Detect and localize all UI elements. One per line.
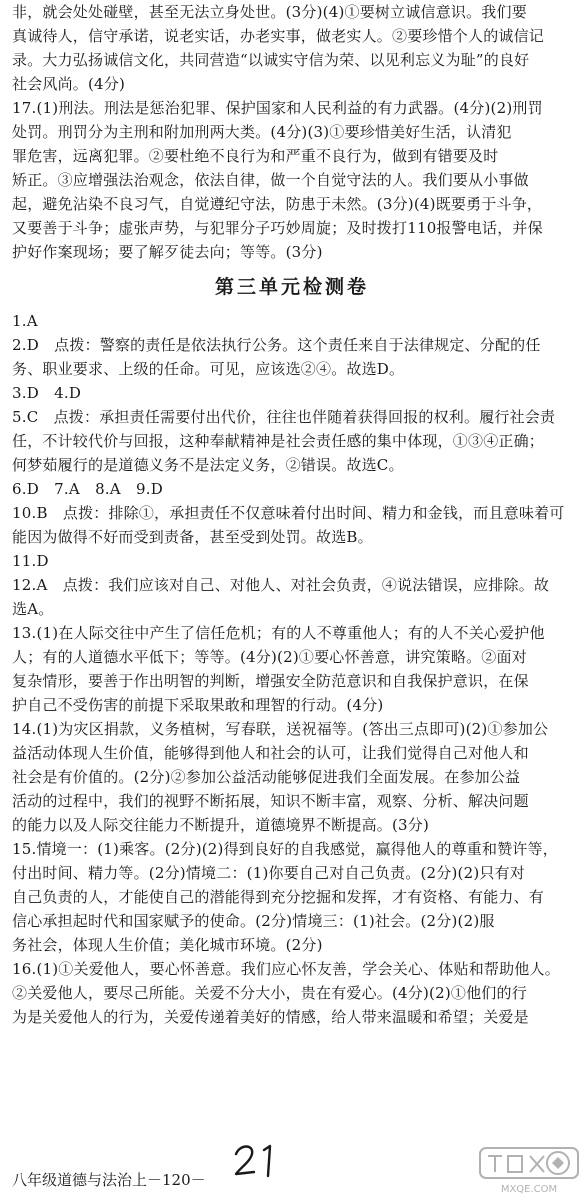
text-line: 6.D 7.A 8.A 9.D: [12, 480, 163, 498]
page-footer: 八年级道德与法治上－120－: [12, 1171, 206, 1189]
text-line: 16.(1)①关爱他人，要心怀善意。我们应心怀友善，学会关心、体贴和帮助他人。: [12, 960, 560, 978]
text-line: 真诚待人，信守承诺，说老实话，办老实事，做老实人。②要珍惜个人的诚信记: [12, 27, 545, 45]
text-line: 17.(1)刑法。刑法是惩治犯罪、保护国家和人民利益的有力武器。(4分)(2)刑罚: [12, 99, 543, 117]
text-line: 10.B 点拨：排除①，承担责任不仅意味着付出时间、精力和金钱，而且意味着可: [12, 504, 565, 522]
text-line: 矫正。③应增强法治观念，依法自律，做一个自觉守法的人。我们要从小事做: [12, 171, 529, 189]
watermark-url: MXQE.COM: [500, 1184, 558, 1195]
text-line: 13.(1)在人际交往中产生了信任危机；有的人不尊重他人；有的人不关心爱护他: [12, 624, 545, 642]
text-line: 的能力以及人际交往能力不断提升，道德境界不断提高。(3分): [12, 816, 430, 834]
text-line: 14.(1)为灾区捐款，义务植树，写春联，送祝福等。(答出三点即可)(2)①参加公: [12, 720, 549, 738]
text-line: 1.A: [12, 312, 38, 330]
text-line: 为是关爱他人的行为，关爱传递着美好的情感，给人带来温暖和希望；关爱是: [12, 1008, 529, 1026]
text-line: 益活动体现人生价值，能够得到他人和社会的认可，让我们觉得自己对他人和: [12, 744, 529, 762]
watermark-logo: [478, 1146, 580, 1196]
text-line: 选A。: [12, 600, 54, 618]
text-line: 信心承担起时代和国家赋予的使命。(2分)情境三：(1)社会。(2分)(2)服: [12, 912, 495, 930]
text-line: 付出时间、精力等。(2分)情境二：(1)你要自己对自己负责。(2分)(2)只有对: [12, 864, 525, 882]
text-line: 人；有的人道德水平低下；等等。(4分)(2)①要心怀善意，讲究策略。②面对: [12, 648, 527, 666]
text-line: 务、职业要求、上级的任命。可见，应该选②④。故选D。: [12, 360, 405, 378]
text-line: 非，就会处处碰壁，甚至无法立身处世。(3分)(4)①要树立诚信意识。我们要: [12, 3, 527, 21]
text-line: ②关爱他人，要尽己所能。关爱不分大小，贵在有爱心。(4分)(2)①他们的行: [12, 984, 527, 1002]
text-line: 社会风尚。(4分): [12, 75, 126, 93]
text-line: 处罚。刑罚分为主刑和附加刑两大类。(4分)(3)①要珍惜美好生活，认清犯: [12, 123, 512, 141]
text-line: 5.C 点拨：承担责任需要付出代价，往往也伴随着获得回报的权利。履行社会责: [12, 408, 556, 426]
text-line: 自己负责的人，才能使自己的潜能得到充分挖掘和发挥，才有资格、有能力、有: [12, 888, 545, 906]
text-line: 护自己不受伤害的前提下采取果敢和理智的行动。(4分): [12, 696, 384, 714]
text-line: 能因为做得不好而受到责备，甚至受到处罚。故选B。: [12, 528, 373, 546]
handwritten-number: [232, 1142, 282, 1180]
text-line: 护好作案现场；要了解歹徒去向；等等。(3分): [12, 243, 323, 261]
text-line: 罪危害，远离犯罪。②要杜绝不良行为和严重不良行为，做到有错要及时: [12, 147, 499, 165]
text-line: 何梦茹履行的是道德义务不是法定义务，②错误。故选C。: [12, 456, 404, 474]
text-line: 11.D: [12, 552, 49, 570]
text-line: 社会是有价值的。(2分)②参加公益活动能够促进我们全面发展。在参加公益: [12, 768, 521, 786]
text-line: 12.A 点拨：我们应该对自己、对他人、对社会负责，④说法错误，应排除。故: [12, 576, 550, 594]
text-line: 3.D 4.D: [12, 384, 82, 402]
text-line: 任，不计较代价与回报，这种奉献精神是社会责任感的集中体现，①③④正确；: [12, 432, 545, 450]
text-line: 又要善于斗争；虚张声势，与犯罪分子巧妙周旋；及时拨打110报警电话，并保: [12, 219, 543, 237]
text-line: 复杂情形，要善于作出明智的判断，增强安全防范意识和自我保护意识，在保: [12, 672, 529, 690]
text-line: 起，避免沾染不良习气，自觉遵纪守法，防患于未然。(3分)(4)既要勇于斗争，: [12, 195, 543, 213]
text-line: 录。大力弘扬诚信文化，共同营造“以诚实守信为荣、以见利忘义为耻”的良好: [12, 51, 530, 69]
text-line: 2.D 点拨：警察的责任是依法执行公务。这个责任来自于法律规定、分配的任: [12, 336, 541, 354]
text-line: 活动的过程中，我们的视野不断拓展，知识不断丰富，观察、分析、解决问题: [12, 792, 529, 810]
text-line: 务社会，体现人生价值；美化城市环境。(2分): [12, 936, 323, 954]
section-title: 第三单元检测卷: [214, 276, 369, 298]
text-line: 15.情境一：(1)乘客。(2分)(2)得到良好的自我感觉，赢得他人的尊重和赞许等，: [12, 840, 559, 858]
